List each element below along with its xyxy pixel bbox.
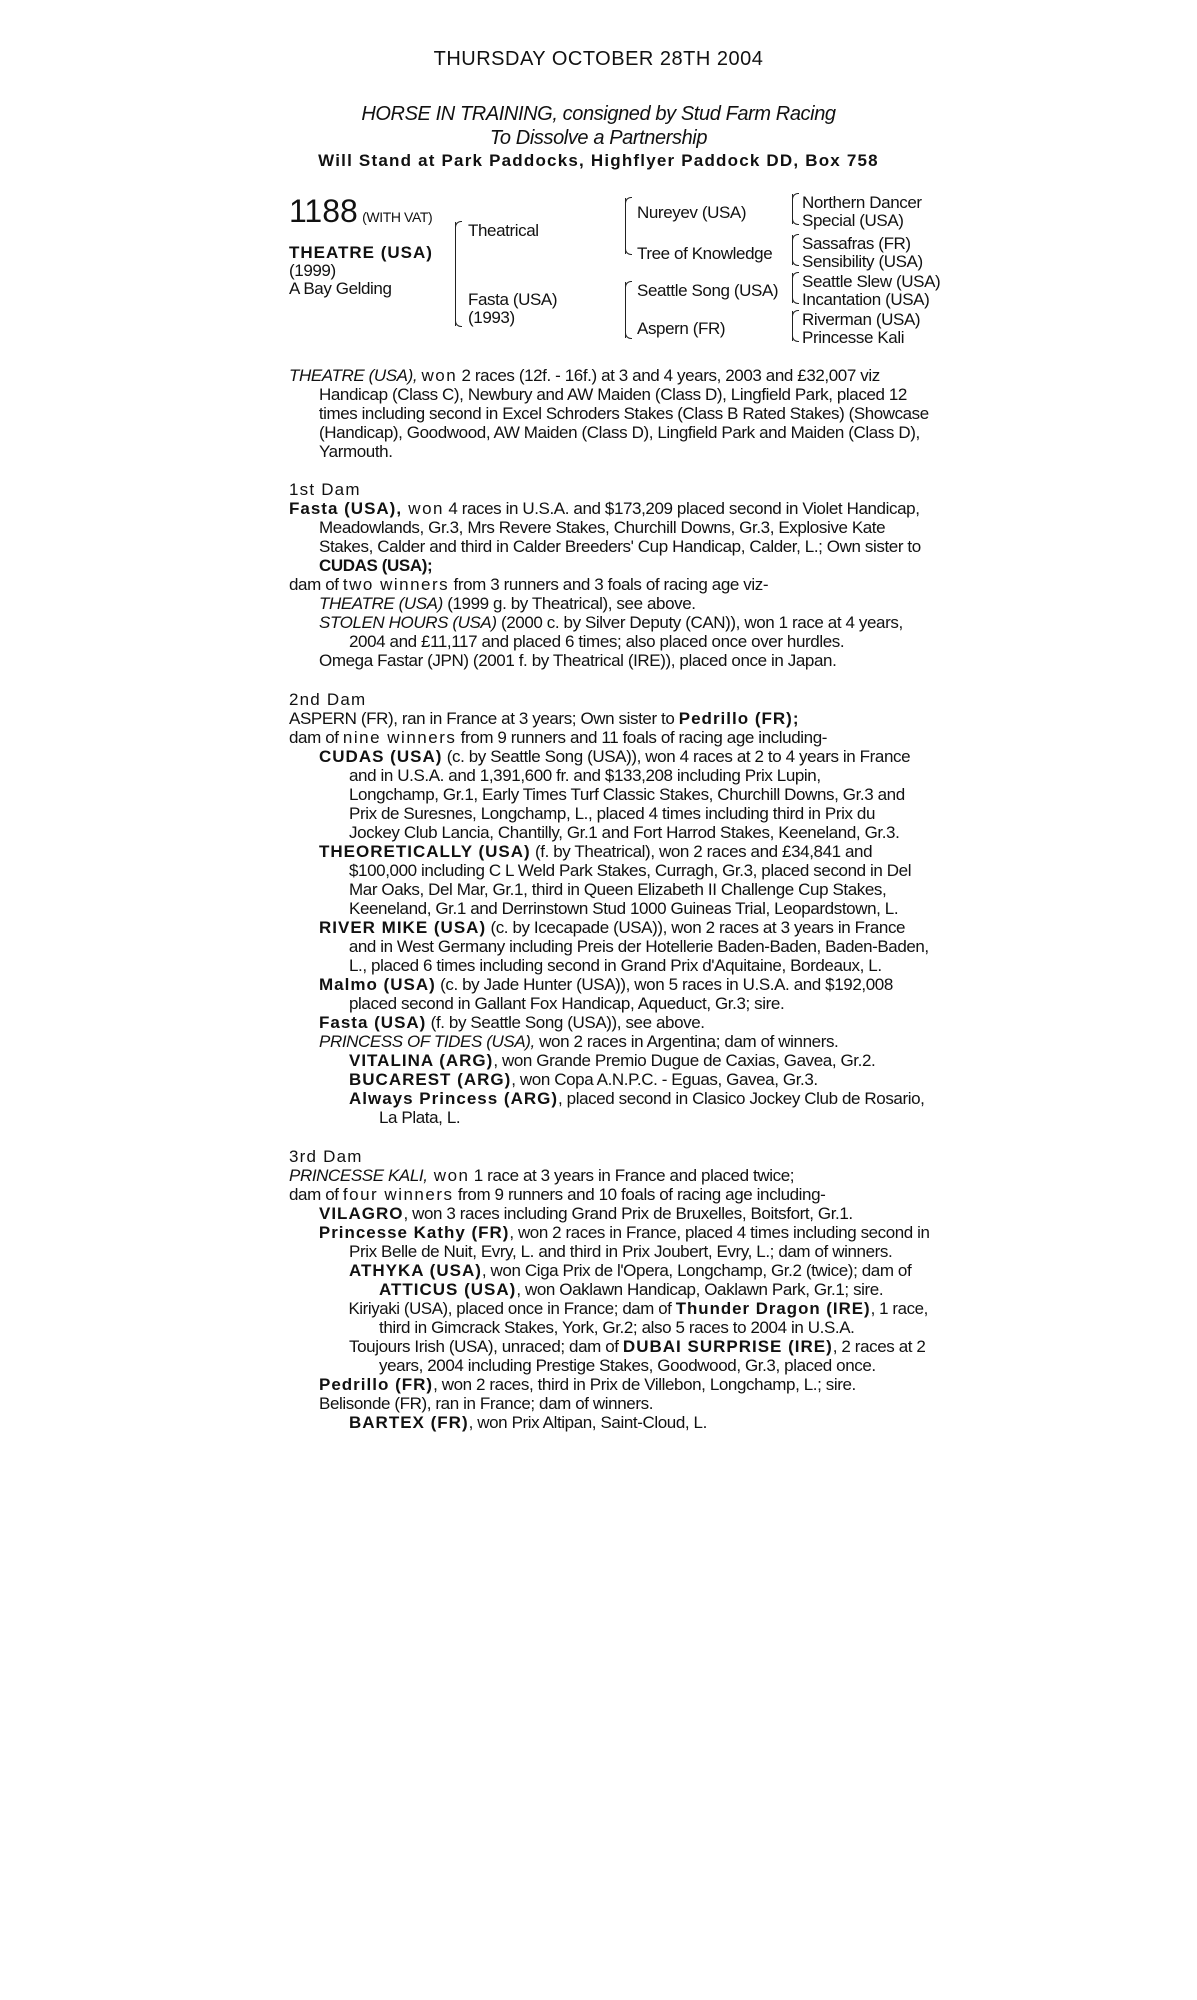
first-dam-heading: 1st Dam — [289, 480, 361, 499]
horse-description: A Bay Gelding — [289, 279, 392, 298]
third-dam-section: 3rd Dam PRINCESSE KALI, won 1 race at 3 years in France and placed twice; dam of four winners from 9 runners and 10 foals of racing age including- VILAGRO, won 3 races including Grand Prix de Bruxelles, Boitsfort, Gr.1. Princesse Kathy (FR), won 2 races in France, placed 4 times including second in Prix Belle de Nuit, Evry, L. and third in Prix Joubert, Evry, L.; dam of winners. ATHYKA (USA), won Ciga Prix de l'Opera, Longchamp, Gr.2 (twice); dam of ATTICUS (USA), won Oaklawn Handicap, Oaklawn Park, Gr.1; sire. Kiriyaki (USA), placed once in France; dam of Thunder Dragon (IRE), 1 race, third in Gimcrack Stakes, York, Gr.2; also 5 races to 2004 in U.S.A. Toujours Irish (USA), unraced; dam of DUBAI SURPRISE (IRE), 2 races at 2 years, 2004 including Prestige Stakes, Goodwood, Gr.3, placed once. Pedrillo (FR), won 2 races, third in Prix de Villebon, Longchamp, L.; sire. Belisonde (FR), ran in France; dam of winners. BARTEX (FR), won Prix Altipan, Saint-Cloud, L. — [289, 1147, 930, 1432]
consignment-note: To Dissolve a Partnership — [489, 127, 708, 149]
pedigree-sire: Theatrical — [468, 221, 539, 240]
pedigree-g6: Incantation (USA) — [802, 290, 930, 309]
horse-name-italic: THEATRE (USA), — [289, 366, 418, 385]
lot-number: 1188 — [289, 193, 358, 229]
first-dam-section: 1st Dam Fasta (USA), won 4 races in U.S.A. and $173,209 placed second in Violet Handicap, Meadowlands, Gr.3, Mrs Revere Stakes, Churchill Downs, Gr.3, Explosive Kate Stakes, Calder and third in Calder Breeders' Cup Handicap, Calder, L.; Own sister to CUDAS (USA); dam of two winners from 3 runners and 3 foals of racing age viz- THEATRE (USA) (1999 g. by Theatrical), see above. STOLEN HOURS (USA) (2000 c. by Silver Deputy (CAN)), won 1 race at 4 years, 2004 and £11,117 and placed 6 times; also placed once over hurdles. Omega Fastar (JPN) (2001 f. by Theatrical (IRE)), placed once in Japan. — [289, 480, 929, 670]
pedigree-g3: Sassafras (FR) — [802, 234, 911, 253]
pedigree-sire-sire: Nureyev (USA) — [637, 203, 747, 222]
pedigree-g4: Sensibility (USA) — [802, 252, 923, 271]
pedigree-sire-dam: Tree of Knowledge — [637, 244, 773, 263]
pedigree-g2: Special (USA) — [802, 211, 904, 230]
pedigree-g7: Riverman (USA) — [802, 310, 921, 329]
pedigree-brace-g3 — [792, 273, 793, 303]
race-record: THEATRE (USA), won 2 races (12f. - 16f.) at 3 and 4 years, 2003 and £32,007 viz Handicap (Class C), Newbury and AW Maiden (Class D), Lingfield Park, placed 12 times including second in Excel Schroders Stakes (Class B Rated Stakes) (Showcase (Handicap), Goodwood, AW Maiden (Class D), Lingfield Park and Maiden (Class D), Yarmouth. — [289, 366, 929, 461]
third-dam-heading: 3rd Dam — [289, 1147, 363, 1166]
pedigree-brace-parents — [455, 222, 456, 326]
stand-location: Will Stand at Park Paddocks, Highflyer Paddock DD, Box 758 — [318, 151, 879, 170]
pedigree-dam-year: (1993) — [468, 308, 515, 327]
lot-number-row — [289, 194, 432, 228]
pedigree-brace-dam — [625, 282, 626, 338]
second-dam-section: 2nd Dam ASPERN (FR), ran in France at 3 years; Own sister to Pedrillo (FR); dam of nine winners from 9 runners and 11 foals of racing age including- CUDAS (USA) (c. by Seattle Song (USA)), won 4 races at 2 to 4 years in France and in U.S.A. and 1,391,600 fr. and $133,208 including Prix Lupin, Longchamp, Gr.1, Early Times Turf Classic Stakes, Churchill Downs, Gr.3 and Prix de Suresnes, Longchamp, L., placed 4 times including third in Prix du Jockey Club Lancia, Chantilly, Gr.1 and Fort Harrod Stakes, Keeneland, Gr.3. THEORETICALLY (USA) (f. by Theatrical), won 2 races and £34,841 and $100,000 including C L Weld Park Stakes, Curragh, Gr.3, placed second in Del Mar Oaks, Del Mar, Gr.1, third in Queen Elizabeth II Challenge Cup Stakes, Keeneland, Gr.1 and Derrinstown Stud 1000 Guineas Trial, Leopardstown, L. RIVER MIKE (USA) (c. by Icecapade (USA)), won 2 races at 3 years in France and in West Germany including Preis der Hotellerie Baden-Baden, Baden-Baden, L., placed 6 times including second in Grand Prix d'Aquitaine, Bordeaux, L. Malmo (USA) (c. by Jade Hunter (USA)), won 5 races in U.S.A. and $192,008 placed second in Gallant Fox Handicap, Aqueduct, Gr.3; sire. Fasta (USA) (f. by Seattle Song (USA)), see above. PRINCESS OF TIDES (USA), won 2 races in Argentina; dam of winners. VITALINA (ARG), won Grande Premio Dugue de Caxias, Gavea, Gr.2. BUCAREST (ARG), won Copa A.N.P.C. - Eguas, Gavea, Gr.3. Always Princess (ARG), placed second in Clasico Jockey Club de Rosario, La Plata, L. — [289, 690, 929, 1127]
pedigree-brace-g2 — [792, 235, 793, 265]
pedigree-brace-g4 — [792, 311, 793, 341]
horse-name: THEATRE (USA) — [289, 243, 433, 262]
pedigree-brace-sire — [625, 198, 626, 254]
pedigree-dam: Fasta (USA) — [468, 290, 558, 309]
pedigree-g5: Seattle Slew (USA) — [802, 272, 941, 291]
horse-year: (1999) — [289, 261, 336, 280]
second-dam-heading: 2nd Dam — [289, 690, 367, 709]
sale-date: THURSDAY OCTOBER 28TH 2004 — [433, 48, 764, 70]
pedigree-dam-sire: Seattle Song (USA) — [637, 281, 779, 300]
pedigree-dam-dam: Aspern (FR) — [637, 319, 726, 338]
consignor-line: HORSE IN TRAINING, consigned by Stud Farm Racing — [361, 103, 836, 125]
pedigree-g8: Princesse Kali — [802, 328, 905, 347]
pedigree-g1: Northern Dancer — [802, 193, 922, 212]
vat-note: (WITH VAT) — [362, 209, 433, 225]
pedigree-brace-g1 — [792, 194, 793, 224]
